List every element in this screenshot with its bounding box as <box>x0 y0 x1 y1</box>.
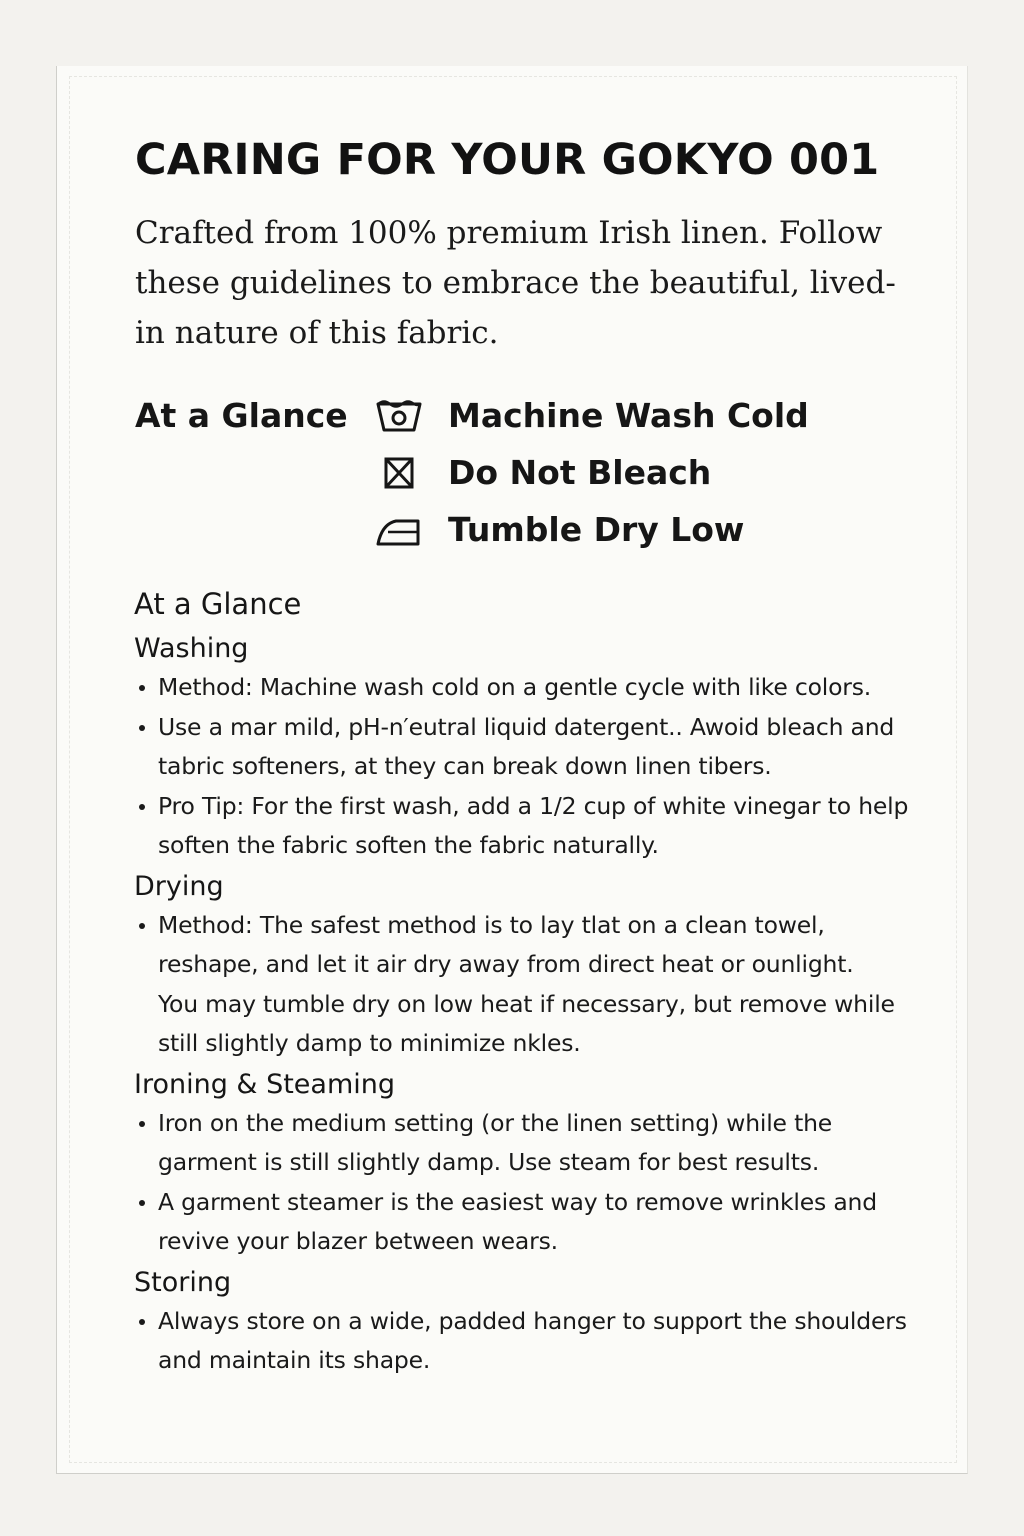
care-row-wash <box>374 392 914 449</box>
intro-text: Crafted from 100% premium Irish linen. Follow these guidelines to embrace the beautiful, lived-in nature of this fabric. <box>135 215 896 351</box>
ironing-bullet: Iron on the medium setting (or the linen setting) while the garment is still slightly damp. Use steam for best results. <box>134 1104 924 1183</box>
storing-heading: Storing <box>134 1266 232 1298</box>
washing-bullet: Use a mar mild, pH-n′eutral liquid datergent.. Awoid bleach and tabric softeners, at they can break down linen tibers. <box>134 708 924 787</box>
ironing-bullet: A garment steamer is the easiest way to remove wrinkles and revive your blazer between wears. <box>134 1183 924 1262</box>
washing-list <box>134 668 924 866</box>
care-row-bleach <box>374 449 914 506</box>
ironing-heading: Ironing & Steaming <box>134 1068 396 1100</box>
glance-label: At a Glance <box>135 396 348 435</box>
page-title: CARING FOR YOUR GOKYO 001 <box>135 135 880 185</box>
care-details <box>134 582 924 1381</box>
drying-paragraph: You may tumble dry on low heat if necessary, but remove while still slightly damp to minimize nkles. <box>158 989 895 1057</box>
details-heading: At a Glance <box>134 587 302 621</box>
care-symbol-list <box>374 392 914 563</box>
drying-bullet: Method: The safest method is to lay tlat on a clean towel, reshape, and let it air dry away from direct heat or ounlight. <box>134 906 924 985</box>
washing-heading: Washing <box>134 633 249 664</box>
washing-bullet: Pro Tip: For the first wash, add a 1/2 cup of white vinegar to help soften the fabric soften the fabric naturally. <box>134 787 924 866</box>
ironing-list <box>134 1104 924 1262</box>
care-row-dry <box>374 506 914 563</box>
care-label-wash: Machine Wash Cold <box>448 396 809 435</box>
care-label-bleach: Do Not Bleach <box>448 453 712 492</box>
drying-list <box>134 906 924 985</box>
care-label-dry: Tumble Dry Low <box>448 510 745 549</box>
drying-heading: Drying <box>134 870 224 902</box>
no-bleach-icon <box>374 449 432 497</box>
storing-list <box>134 1302 924 1381</box>
iron-icon <box>374 506 432 554</box>
storing-bullet: Always store on a wide, padded hanger to support the shoulders and maintain its shape. <box>134 1302 924 1381</box>
washing-bullet: Method: Machine wash cold on a gentle cycle with like colors. <box>134 668 924 708</box>
wash-tub-icon <box>374 392 432 440</box>
